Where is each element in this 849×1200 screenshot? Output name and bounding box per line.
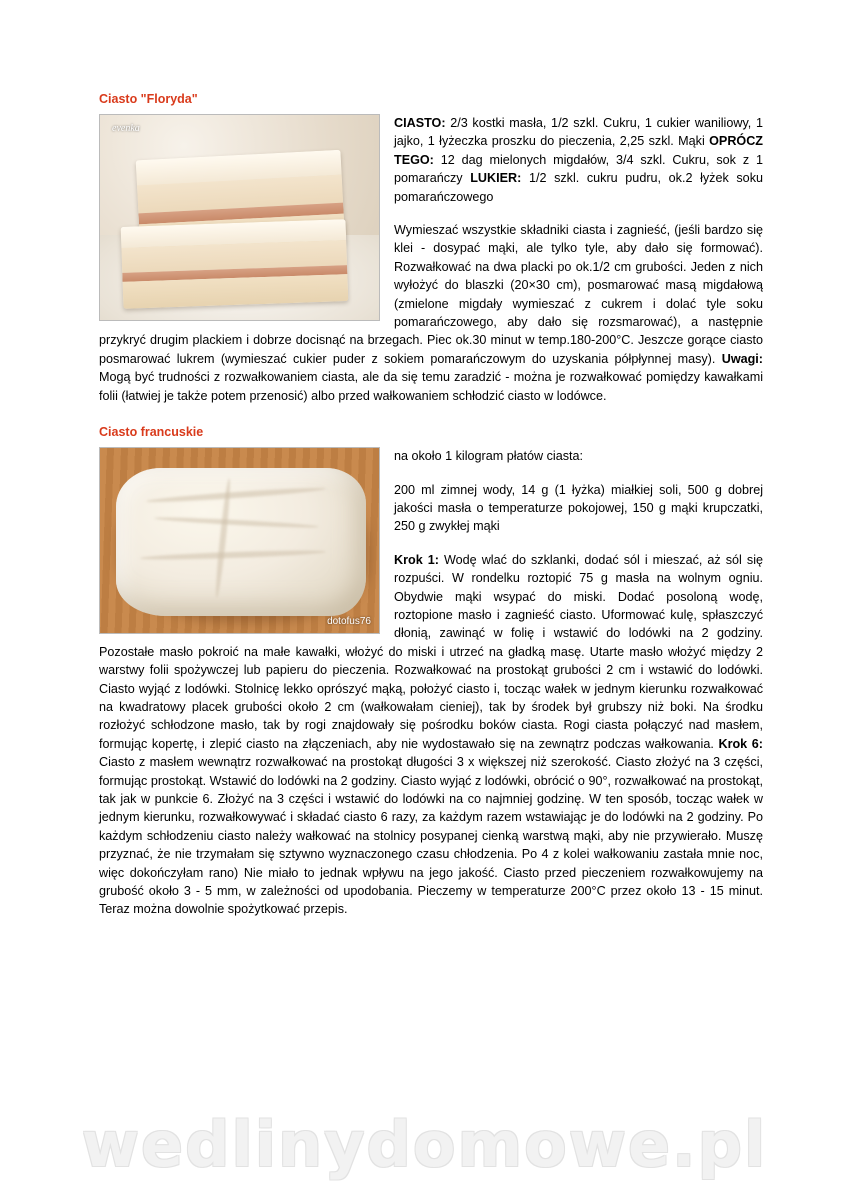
method-text-part1: Wymieszać wszystkie składniki ciasta i zagnieść, (jeśli bardzo się klei - dosypać mąki, ale tylko tyle, aby dało się formować). Rozwałkować na dwa placki po ok.1/2 cm grubości. Jeden z nich wyłożyć do blaszki (20×30 cm), posmarować masą migdałową (zmielone migdały wymieszać z cukrem i dolać tyle soku pomarańczowego, aby dało się rozsmarować), a następnie przykryć drugim plackiem i dobrze docisnąć na brzegach. Piec ok.30 minut w temp.180-200°C. Jeszcze gorące ciasto posmarować lukrem (wymieszać cukier puder z sokiem pomarańczowym do uzyskania półpłynnej masy).: [99, 223, 763, 366]
section-spacer: [99, 405, 763, 425]
cake-photo-scene: [100, 115, 379, 320]
recipe-block-floryda: [99, 92, 763, 405]
recipe-title-floryda: Ciasto "Floryda": [99, 92, 198, 106]
recipe-title-francuskie: Ciasto francuskie: [99, 425, 204, 440]
dough-parcel: [116, 468, 366, 616]
photo-credit-caption: evenka: [112, 123, 140, 134]
site-watermark: wedlinydomowe.pl: [81, 1108, 768, 1181]
recipe-photo-floryda: [99, 114, 380, 321]
dough-photo-scene: [100, 448, 379, 633]
label-uwagi: Uwagi:: [721, 351, 763, 366]
krok-6-text: Ciasto z masłem wewnątrz rozwałkować na prostokąt długości 3 x większej niż szerokość. Ciasto złożyć na 3 części, formując prostokąt. Wstawić do lodówki na 2 godziny. Ciasto wyjąć z lodówki, obrócić o 90°, rozwałkować na prostokąt, tak jak w punkcie 6. Złożyć na 3 części i wstawić do lodówki na co najmniej godzinę. W ten sposób, tocząc wałek w jednym kierunku, rozwałkowywać i składać ciasto 6 razy, za każdym razem wstawiając je do lodówki na 2 godziny. Po każdym schłodzeniu ciasto należy wałkować na stolnicy posypanej cienką warstwą mąki, aby nie przywierało. Muszę przyznać, że nie trzymałam się sztywno wyznaczonego czasu chłodzenia. Po 4 z kolei wałkowaniu zastała mnie noc, więc dokończyłam rano) Nie miało to jednak wpływu na jego jakość. Ciasto przed pieczeniem rozwałkowujemy na grubość około 3 - 5 mm, w zależności od upodobania. Pieczemy w temperaturze 200°C przez około 13 - 15 minut. Teraz można dowolnie spożytkować przepis.: [99, 755, 763, 917]
method-text-part2: Mogą być trudności z rozwałkowaniem ciasta, ale da się temu zaradzić - można je rozwałkować pomiędzy kawałkami folii (łatwiej je także potem przenosić) albo przed wałkowaniem schłodzić ciasto w lodówce.: [99, 370, 763, 403]
recipe-photo-francuskie: [99, 447, 380, 634]
label-ciasto: CIASTO:: [394, 116, 446, 130]
krok-1-text: Wodę wlać do szklanki, dodać sól i mieszać, aż sól się rozpuści. W rondelku roztopić 75 g masła na wolnym ogniu. Obydwie mąki wsypać do miski. Dodać posoloną wodę, roztopione masło i zagnieść ciasto. Uformować kulę, spłaszczyć dłonią, zawinąć w folię i wstawić do lodówki na 2 godziny. Pozostałe masło pokroić na małe kawałki, włożyć do miski i utrzeć na gładką masę. Utarte masło włożyć między 2 warstwy folii spożywczej lub papieru do pieczenia. Rozwałkować na prostokąt grubości 2 cm i wstawić do lodówki. Ciasto wyjąć z lodówki. Stolnicę lekko oprószyć mąką, położyć ciasto i, tocząc wałek w jednym kierunku rozwałkować na kwadratowy placek grubości około 2 cm (wałkowałam cieniej), tak by środek był grubszy niż boki. Na środku rozłożyć schłodzone masło, tak by rogi znajdowały się pośrodku boków ciasta. Rogi ciasta połączyć nad masłem, formując kopertę, i zlepić ciasto na złączeniach, aby nie wydostawało się na zewnątrz podczas wałkowania.: [99, 552, 763, 751]
recipe-block-francuskie: [99, 425, 763, 919]
text-ciasto: 2/3 kostki masła, 1/2 szkl. Cukru, 1 cukier waniliowy, 1 jajko, 1 łyżeczka proszku do pieczenia, 2,25 szkl. Mąki: [394, 116, 763, 149]
ingredients-paragraph-francuskie: 200 ml zimnej wody, 14 g (1 łyżka) miałkiej soli, 500 g dobrej jakości masła o temperaturze pokojowej, 150 g mąki krupczatki, 250 g zwykłej mąki: [394, 482, 763, 534]
label-krok-1: Krok 1:: [394, 552, 439, 567]
intro-line-francuskie: na około 1 kilogram płatów ciasta:: [394, 449, 584, 464]
text-oprocz-tego: 12 dag mielonych migdałów, 3/4 szkl. Cukru, sok z 1 pomarańczy: [394, 152, 763, 186]
cake-slice-front: [121, 219, 349, 309]
label-lukier: LUKIER:: [470, 171, 522, 186]
text-lukier: 1/2 szkl. cukru pudru, ok.2 łyżek soku pomarańczowego: [394, 171, 763, 204]
photo-credit-caption: dotofus76: [327, 616, 371, 628]
document-content: [99, 92, 763, 919]
label-oprocz-tego: OPRÓCZ TEGO:: [394, 134, 763, 167]
label-krok-6: Krok 6:: [718, 736, 763, 751]
